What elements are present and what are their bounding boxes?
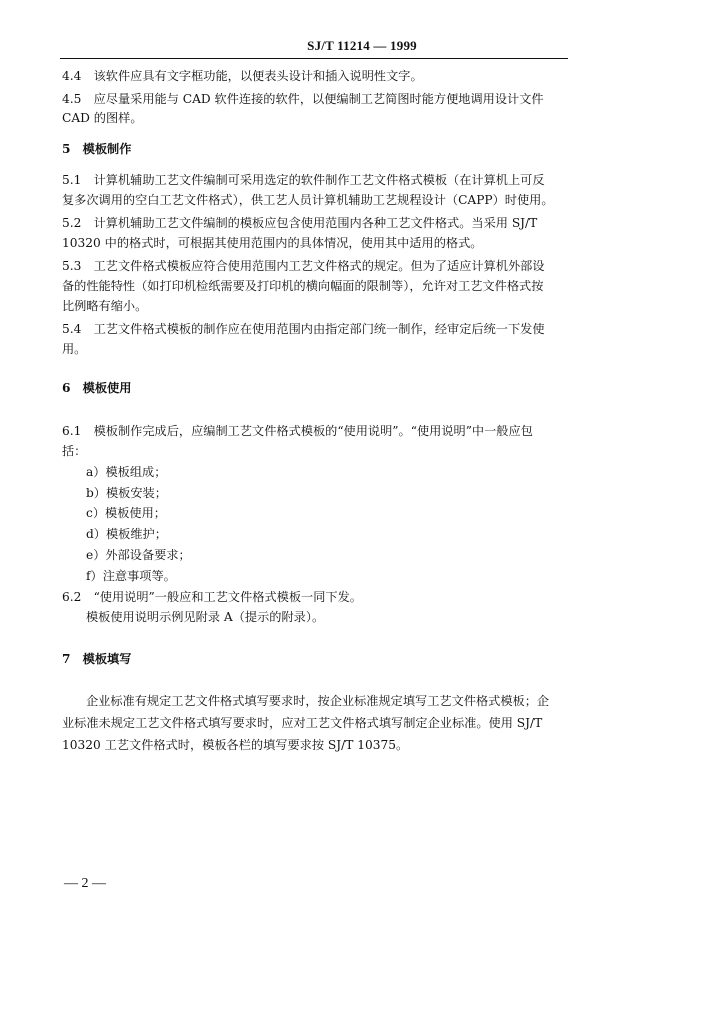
list-item-a: a）模板组成； — [86, 465, 167, 479]
list-item-e: e）外部设备要求； — [86, 548, 191, 562]
clause-4-4: 4.4 该软件应具有文字框功能，以便表头设计和插入说明性文字。 — [62, 69, 423, 83]
section-7-paragraph-line-1: 企业标准有规定工艺文件格式填写要求时，按企业标准规定填写工艺文件格式模板；企 — [86, 694, 550, 708]
clause-5-2-cont: 10320 中的格式时，可根据其使用范围内的具体情况，使用其中适用的格式。 — [62, 236, 483, 250]
clause-5-3-cont-2: 比例略有缩小。 — [62, 299, 148, 313]
section-7-paragraph-line-2: 业标准未规定工艺文件格式填写要求时，应对工艺文件格式填写制定企业标准。使用 SJ/T — [62, 716, 543, 730]
header-rule — [60, 58, 568, 59]
clause-5-3-cont-1: 备的性能特性（如打印机检纸需要及打印机的横向幅面的限制等），允许对工艺文件格式按 — [62, 279, 544, 293]
clause-6-2: 6.2 “使用说明”一般应和工艺文件格式模板一同下发。 — [62, 590, 362, 604]
list-item-d: d）模板维护； — [86, 527, 167, 541]
list-item-f: f）注意事项等。 — [86, 569, 176, 583]
clause-6-1: 6.1 模板制作完成后，应编制工艺文件格式模板的“使用说明”。“使用说明”中一般应包 — [62, 424, 533, 438]
standard-code-header: SJ/T 11214 — 1999 — [307, 38, 417, 53]
clause-5-4-cont: 用。 — [62, 342, 87, 356]
page-number: — 2 — — [64, 876, 106, 891]
clause-5-3: 5.3 工艺文件格式模板应符合使用范围内工艺文件格式的规定。但为了适应计算机外部设 — [62, 259, 545, 273]
section-5-heading: 5 模板制作 — [62, 142, 132, 156]
clause-4-5-cont: CAD 的图样。 — [62, 111, 143, 125]
clause-4-5: 4.5 应尽量采用能与 CAD 软件连接的软件，以便编制工艺简图时能方便地调用设计文件 — [62, 92, 544, 106]
section-6-heading: 6 模板使用 — [62, 381, 132, 395]
clause-6-1-cont: 括： — [62, 444, 87, 458]
section-7-paragraph-line-3: 10320 工艺文件格式时，模板各栏的填写要求按 SJ/T 10375。 — [62, 738, 409, 752]
clause-5-1: 5.1 计算机辅助工艺文件编制可采用选定的软件制作工艺文件格式模板（在计算机上可反 — [62, 173, 545, 187]
clause-5-1-cont: 复多次调用的空白工艺文件格式），供工艺人员计算机辅助工艺规程设计（CAPP）时使用。 — [62, 193, 554, 207]
clause-6-2-cont: 模板使用说明示例见附录 A（提示的附录）。 — [86, 610, 325, 624]
clause-5-2: 5.2 计算机辅助工艺文件编制的模板应包含使用范围内各种工艺文件格式。当采用 SJ/T — [62, 216, 538, 230]
clause-5-4: 5.4 工艺文件格式模板的制作应在使用范围内由指定部门统一制作，经审定后统一下发使 — [62, 322, 545, 336]
list-item-c: c）模板使用； — [86, 506, 166, 520]
section-7-heading: 7 模板填写 — [62, 652, 132, 666]
list-item-b: b）模板安装； — [86, 486, 167, 500]
